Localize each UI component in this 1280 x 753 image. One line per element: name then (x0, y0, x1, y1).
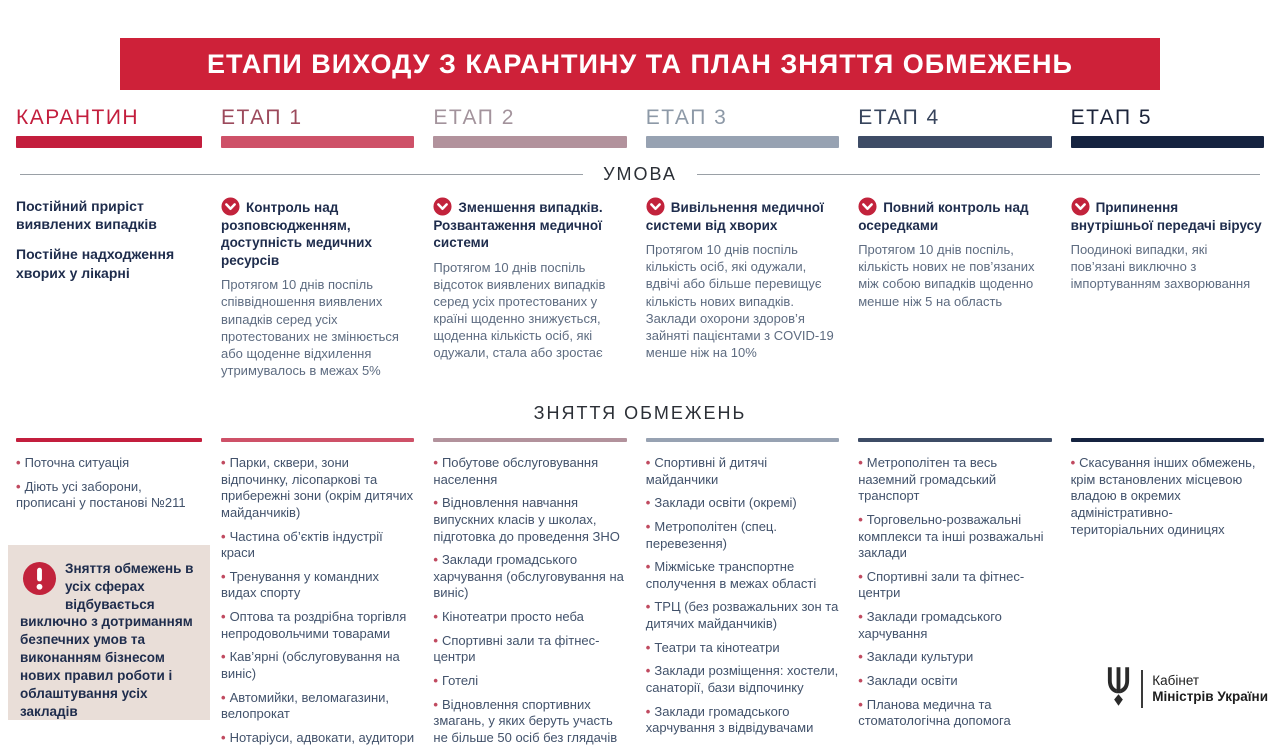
logo-text (1152, 673, 1268, 705)
bullet-icon: • (221, 455, 226, 470)
bullet-icon: • (221, 528, 226, 544)
bullet-icon: • (858, 672, 863, 688)
condition-text: Протягом 10 днів поспіль відсоток виявлених випадків серед усіх протестованих у країні щоденно знижується, щоденна кількість осіб, які одужали, стала або зростає (433, 259, 606, 361)
restrictions-top-bar (16, 438, 202, 442)
stage-bar-stage-2 (433, 136, 626, 148)
bullet-icon: • (433, 455, 438, 470)
condition-title: Зменшення випадків. Розвантаження медичної системи (433, 197, 626, 252)
bullet-icon: • (1070, 455, 1076, 470)
circle-chevron-down-icon (221, 197, 240, 216)
restriction-item: • Міжміське транспортне сполучення в межах області (645, 559, 817, 591)
logo-line1: Кабінет (1152, 672, 1200, 688)
logo-line2: Міністрів України (1152, 689, 1268, 704)
conditions-row (16, 197, 1264, 393)
logo-divider (1141, 670, 1143, 708)
bullet-icon: • (858, 568, 863, 584)
restrictions-top-bar (433, 438, 626, 442)
restriction-item: • Відновлення спортивних змагань, у яких беруть участь не більше 50 осіб без глядачів (433, 696, 618, 745)
stage-label-stage-3: ЕТАП 3 (645, 106, 728, 129)
bullet-icon: • (858, 649, 863, 665)
restriction-item: • Поточна ситуація (16, 455, 130, 470)
condition-block-stage-3 (646, 197, 839, 361)
restriction-item: • Частина об’єктів індустрії краси (221, 528, 383, 561)
restriction-item: • Метрополітен (спец. перевезення) (645, 518, 777, 551)
stage-label-stage-1: ЕТАП 1 (221, 106, 303, 129)
condition-text: Поодинокі випадки, які пов’язані виключно з імпортуванням захворювання (1070, 242, 1251, 292)
restrictions-top-bar (858, 438, 1051, 442)
restriction-item: • Заклади освіти (окремі) (645, 495, 797, 511)
circle-chevron-down-icon (646, 197, 665, 216)
stage-label-stage-4: ЕТАП 4 (858, 106, 940, 129)
stage-bar-stage-5 (1071, 136, 1264, 148)
condition-section-label: УМОВА (603, 164, 677, 184)
stage-bar-stage-3 (646, 136, 839, 148)
bullet-icon: • (433, 609, 438, 624)
stage-label-stage-2: ЕТАП 2 (433, 106, 515, 129)
bullet-icon: • (645, 703, 651, 719)
circle-chevron-down-icon (858, 197, 877, 216)
condition-block-stage-5 (1071, 197, 1264, 293)
restriction-item: • Тренування у командних видах спорту (221, 568, 379, 601)
condition-title: Повний контроль над осередками (858, 197, 1051, 234)
condition-block-stage-2 (433, 197, 626, 362)
restriction-item: • Оптова та роздрібна торгівля непродовольчими товарами (221, 609, 407, 641)
bullet-icon: • (433, 632, 438, 648)
restrictions-top-bar (221, 438, 414, 442)
divider-line-left (20, 174, 583, 175)
condition-text: Протягом 10 днів поспіль співвідношення виявлених випадків серед усіх протестованих не змінюється або щоденне відхилення утримувалось в межах 5% (221, 277, 399, 378)
restriction-item: • Метрополітен та весь наземний громадський транспорт (858, 455, 998, 504)
restrictions-section-label: ЗНЯТТЯ ОБМЕЖЕНЬ (533, 403, 747, 423)
restriction-item: • Відновлення навчання випускних класів у школах, підготовка до проведення ЗНО (433, 495, 620, 544)
restriction-item: • Кав’ярні (обслуговування на виніс) (221, 649, 400, 681)
bullet-icon: • (645, 559, 651, 575)
bullet-icon: • (433, 495, 438, 511)
restriction-item: • Торговельно-розважальні комплекси та інші розважальні заклади (858, 511, 1044, 561)
restriction-item: • Заклади освіти (858, 672, 958, 688)
restriction-item: • Готелі (433, 672, 479, 688)
bullet-icon: • (858, 511, 863, 527)
note-box (8, 545, 210, 720)
restriction-item: • Спортивні й дитячі майданчики (645, 455, 768, 487)
condition-item: Постійне надходження хворих у лікарні (16, 246, 175, 281)
bullet-icon: • (645, 455, 651, 470)
bullet-icon: • (645, 599, 651, 615)
circle-chevron-down-icon (433, 197, 452, 216)
restriction-item: • Заклади громадського харчування (858, 609, 1002, 641)
exclamation-circle-icon (22, 561, 57, 596)
restriction-item: • Скасування інших обмежень, крім встановлених місцевою владою в окремих адміністративно-територіальних одиницях (1070, 455, 1256, 537)
bullet-icon: • (433, 552, 438, 568)
restriction-item: • Спортивні зали та фітнес-центри (858, 568, 1025, 601)
bullet-icon: • (645, 663, 651, 679)
bullet-icon: • (433, 696, 438, 712)
stage-bar-stage-4 (858, 136, 1051, 148)
restriction-item: • Автомийки, веломагазини, велопрокат (221, 689, 390, 722)
restrictions-top-bar (1071, 438, 1264, 442)
restriction-item: • Планова медична та стоматологічна допомога (858, 696, 1011, 729)
government-logo (1105, 666, 1268, 712)
restrictions-list-stage-4 (858, 438, 1051, 753)
stage-header-stage-1 (221, 106, 414, 148)
restriction-item: • Спортивні зали та фітнес-центри (433, 632, 600, 665)
restrictions-list-stage-2 (433, 438, 626, 753)
restriction-item: • Нотаріуси, адвокати, аудитори (221, 729, 415, 745)
bullet-icon: • (858, 696, 863, 712)
stage-bar-stage-1 (221, 136, 414, 148)
bullet-icon: • (858, 455, 863, 470)
restriction-item: • Театри та кінотеатри (645, 639, 780, 655)
condition-title: Припинення внутрішньої передачі вірусу (1071, 197, 1264, 234)
bullet-icon: • (645, 495, 651, 511)
restrictions-list-stage-3 (646, 438, 839, 753)
restriction-item: • Заклади громадського харчування з відвідувачами (645, 703, 814, 736)
condition-text: Протягом 10 днів поспіль, кількість нових не пов’язаних між собою випадків щоденно менше ніж 5 на область (858, 242, 1035, 309)
bullet-icon: • (221, 568, 226, 584)
condition-section-header (20, 164, 1260, 185)
condition-title: Контроль над розповсюдженням, доступність медичних ресурсів (221, 197, 414, 269)
stage-headers-row (16, 106, 1264, 148)
stage-header-stage-2 (433, 106, 626, 148)
restrictions-top-bar (646, 438, 839, 442)
stage-header-stage-5 (1071, 106, 1264, 148)
bullet-icon: • (221, 609, 226, 624)
condition-item: Постійний приріст виявлених випадків (16, 198, 157, 233)
bullet-icon: • (433, 672, 438, 688)
bullet-icon: • (16, 455, 21, 470)
stage-label-stage-5: ЕТАП 5 (1070, 106, 1153, 129)
restriction-item: • Парки, сквери, зони відпочинку, лісопаркові та прибережні зони (окрім дитячих майданчиків) (221, 455, 414, 520)
stage-header-stage-3 (646, 106, 839, 148)
restriction-item: • ТРЦ (без розважальних зон та дитячих майданчиків) (645, 599, 839, 631)
trident-icon (1105, 666, 1132, 712)
restriction-item: • Побутове обслуговування населення (433, 455, 599, 487)
note-text: Зняття обмежень в усіх сферах відбувається виключно з дотриманням безпечних умов та виконанням бізнесом нових правил роботи і облаштування усіх закладів (20, 561, 194, 719)
restriction-item: • Кінотеатри просто неба (433, 609, 584, 624)
bullet-icon: • (16, 478, 21, 494)
restriction-item: • Діють усі заборони, прописані у постанові №211 (16, 478, 186, 511)
condition-block-stage-1 (221, 197, 414, 379)
condition-title: Вивільнення медичної системи від хворих (646, 197, 839, 234)
restrictions-list-stage-1 (221, 438, 414, 753)
restriction-item: • Заклади культури (858, 649, 974, 665)
condition-block-stage-4 (858, 197, 1051, 310)
bullet-icon: • (645, 518, 651, 534)
stage-header-quarantine (16, 106, 202, 148)
bullet-icon: • (221, 729, 226, 745)
bullet-icon: • (221, 649, 226, 665)
bullet-icon: • (221, 689, 226, 705)
condition-block-quarantine (16, 197, 202, 294)
restriction-item: • Заклади розміщення: хостели, санаторії, бази відпочинку (645, 663, 839, 695)
bullet-icon: • (858, 609, 863, 624)
stage-header-stage-4 (858, 106, 1051, 148)
divider-line-right (697, 174, 1260, 175)
bullet-icon: • (645, 639, 651, 655)
circle-chevron-down-icon (1071, 197, 1090, 216)
condition-text: Протягом 10 днів поспіль кількість осіб, які одужали, вдвічі або більше перевищує кількість нових випадків. Заклади охорони здоров’я зайняті пацієнтами з COVID-19 менше ніж на 10% (645, 242, 834, 361)
stage-bar-quarantine (16, 136, 202, 148)
stage-label-quarantine: КАРАНТИН (16, 106, 140, 129)
restriction-item: • Заклади громадського харчування (обслуговування на виніс) (433, 552, 624, 601)
page-title: ЕТАПИ ВИХОДУ З КАРАНТИНУ ТА ПЛАН ЗНЯТТЯ ОБМЕЖЕНЬ (120, 38, 1160, 90)
